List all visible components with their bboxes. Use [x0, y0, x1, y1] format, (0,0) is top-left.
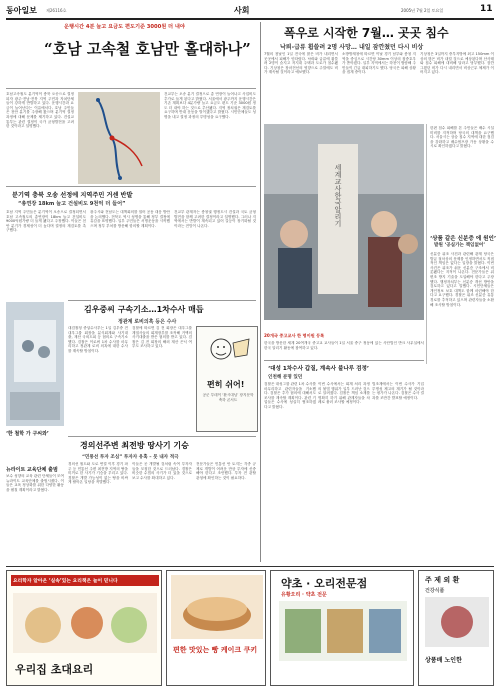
column-rule	[260, 22, 261, 562]
main-text-2: 소방방재청에 따르면 이날 경기 남부와 충청 지역을 중심으로 시간당 30mm 이상의 집중호우가 쏟아졌다. 일부 지역에서는 하천이 범람해 주민들이 긴급 대피하기도 했다. 당국은 피해 상황을 집계 중이다.	[342, 52, 416, 75]
left-story-text-4: 광주시와 전남도는 대책회의를 열어 공동 대응 방안을 논의했다. 전북도 역시 성명을 통해 정부 결정에 유감을 표명했다. 일부 주민들은 서명운동을 시작했으며 정부 부처를 방문해 항의할 계획이다.	[90, 210, 170, 228]
bottom-text-3: 법조계에서는 이번 수사가 기업 투명성 제고의 계기가 될 것이라는 평가가 나온다. 검찰은 수사 결과를 조만간 발표할 예정이다.	[372, 382, 424, 400]
divider	[6, 186, 256, 187]
ad-far-right-text: 상품배 노인한	[425, 657, 462, 664]
ad-mid-left[interactable]	[166, 570, 266, 686]
gyeong-sub: “민통선 투자 조심” 투자자 유혹 – 뭇 내자 적극	[82, 455, 179, 460]
bottom-story-sub: 인천해 분명 있던	[268, 375, 303, 380]
ad-left-banner: 요리학자 알아온 ‘실속’있는 요리책은 늘어 믿니다	[11, 575, 159, 586]
kim-text-2: 검찰에 따르면 김 전 회장은 대우그룹 계열사들의 회계장부를 조작해 거액의 사기대출을 받은 혐의를 받고 있다. 검찰은 김 전 회장의 해외 재산 은닉 여부도 조사하고 있다.	[132, 326, 192, 349]
svg-text:세계교사한국알리기: 세계교사한국알리기	[334, 164, 342, 227]
route-map	[78, 92, 160, 184]
masthead-date: 2005년 7월 2일 토요일	[401, 8, 444, 13]
cartoon-title: 편히 쉬어!	[207, 380, 245, 389]
right-story-headline: ‘상품 같은 신분증 에 원인’	[430, 236, 497, 242]
masthead-logo: 동아일보	[6, 5, 37, 15]
column-rule	[426, 124, 427, 364]
divider	[68, 436, 256, 437]
ads-rule	[6, 566, 494, 567]
divider	[6, 88, 256, 89]
ad-mid-right-title: 약초 · 오리전문점	[281, 577, 368, 590]
masthead-edition: 제26116호	[46, 8, 67, 13]
ad-mid-right[interactable]	[270, 570, 414, 686]
cartoon-box	[196, 326, 258, 432]
ad-right-sub: 건강식품	[425, 588, 445, 594]
left-photo-subcaption: 뉴라이트 교육단체 출범	[6, 467, 58, 473]
left-story-sub1: 분기역 충북 오송 선정에 지역주민 거센 반발	[12, 192, 133, 199]
gyeong-text-3: 전문가들은 민통선 안 토지는 각종 규제로 개발이 어려운 만큼 투자에 신중해야 한다고 조언했다. 투자 전 관할 관청에 확인하는 것이 필요하다.	[196, 462, 256, 480]
kim-text-1: 대검찰청 중앙수사부는 1일 김우중 전 대우그룹 회장을 분식회계와 사기대출, 재산 국외도피 등 혐의로 구속기소했다. 검찰은 이로써 1차 수사를 마무리하고 정관계 로비 의혹에 대한 수사를 계속할 방침이다.	[68, 326, 128, 353]
bottom-story-headline: ‘대성 1차수사 갑질, 계속사 불나루 검정’	[268, 366, 370, 372]
ad-right[interactable]	[418, 570, 494, 686]
main-text-1: 7월의 첫날인 1일 전국에 많은 비가 내리면서 곳곳에서 피해가 잇따랐다. 낙뢰와 급류에 휩쓸려 2명이 숨지고 저지대 주택과 도로가 침수됐다. 기상청은 장마전선의 영향으로 주말에도 비가 계속될 것이라고 예보했다.	[264, 52, 338, 75]
masthead-rule	[6, 18, 494, 20]
kim-headline: 김우중씨 구속기소…1차수사 매듭	[84, 305, 204, 314]
left-photo-caption: ‘한 철학 가 구씨와’	[6, 431, 49, 437]
left-story-text-3: 호남 지역 주민들은 분기역이 오송으로 결정되면서 호남 고속철도의 총연장이 18km 늘고 건설비도 9000억원가량 더 들게 됐다고 주장했다. 이들은 천안 분기가 경제성이 더 높다며 결정의 재검토를 촉구했다.	[6, 210, 86, 233]
main-sub: 낙뢰-급류 휩쓸려 2명 사망… 내일 잠깐쳤던 다시 비상	[280, 44, 424, 51]
left-story-text-5: 건교부 관계자는 충청권 행정도시 건설과 국토 균형발전을 함께 고려한 결정이라고 설명했다. 그러나 지역에서는 반발이 계속되고 있어 갈등이 장기화될 것이라는 전망이 나온다.	[174, 210, 256, 228]
divider	[68, 300, 256, 301]
kim-sub: 정관계 로비의혹 등은 수사	[118, 319, 177, 325]
ad-mid-right-sub: 유황오리 · 약초 전문	[281, 592, 327, 598]
divider	[264, 360, 424, 361]
right-col-text-1: 한편 침수 피해를 본 주민들은 배수 시설 미비를 지적하며 당국의 대책을 요구했다. 서울시는 상습 침수 지역에 대한 점검을 강화하고 배수펌프장 가동 상황을 수시로 확인하겠다고 밝혔다.	[430, 126, 494, 149]
left-photo-text: 보수 성향의 교육 관련 단체들이 모여 뉴라이트 교육단체를 출범시켰다. 이들은 교육 정상화를 위한 다양한 활동을 펼칠 계획이라고 밝혔다.	[6, 474, 64, 492]
right-story-sub: 발원 ‘공실가는 책임없어’	[434, 243, 486, 248]
left-story-kicker: 운행시간 4분 늘고 요금도 편도기준 3000원 더 내야	[64, 24, 185, 30]
main-photo	[264, 124, 424, 320]
main-photo-caption	[264, 322, 424, 352]
gyeong-text-2: 이들은 곧 개발될 것처럼 속여 투자자들을 모집한 것으로 드러났다. 경찰은 비슷한 수법의 사기가 더 있을 것으로 보고 수사를 확대하고 있다.	[132, 462, 192, 480]
main-photo-caption-text: 한국을 방문한 세계 20여개국 중고교 교사들이 1일 서울 중구 정동에 있는 사단법인 반크 사무실에서 한국 알리기 활동에 참여하고 있다.	[264, 341, 424, 350]
left-story-headline: “호남 고속철 호남만 홀대하나”	[44, 40, 251, 58]
masthead	[6, 4, 494, 18]
left-story-sub1-note: “총연장 18km 늘고 건설비도 9천억 더 들어”	[18, 201, 126, 207]
gyeong-text-1: 경의선 철도와 도로 연결 이후 경기 파주 등 민통선 주변 최전방 지역의 땅을 미끼로 한 사기가 기승을 부리고 있다. 경찰은 개발 가능성이 없는 땅을 비싸게 팔아온 일당을 적발했다.	[68, 462, 128, 485]
ad-mid-left-text: 편한 맛있는 빵 케이크 쿠키	[173, 646, 258, 654]
cartoon-caption: 공군 투데이 ‘환시대님’ 장지문학 축하 콘서트	[202, 393, 254, 402]
left-photo	[6, 302, 64, 426]
main-text-3: 기상청은 3일까지 중부지방에 최고 150mm 이상의 많은 비가 내릴 것으로 예상된다며 산사태와 침수 피해에 대비해 달라고 당부했다. 잠깐 그쳤던 비가 다시 내리면서 비상근무 체제가 이어지고 있다.	[420, 52, 494, 75]
page-number: 11	[480, 4, 493, 14]
gyeong-headline: 경의선주변 최전방 땅사기 기승	[80, 441, 189, 450]
bottom-text-1: 검찰은 대성그룹 관련 1차 수사를 마무리하고 관련자들을 기소했다. 검찰은 추가 혐의에 대해서도 조사를 계속할 계획이다. 관련 기업들은 수사에 성실히 협조하겠다고 밝혔다.	[264, 382, 316, 409]
right-col-text-2: 신분증 위조 사건과 관련해 관계 당국은 발급 절차상의 문제를 인정하면서도 직접적인 책임은 없다는 입장을 밝혔다. 이번 사건은 위조가 쉬운 신분증 구조에서 비롯됐다는 지적이 나온다. 전문가들은 위변조 방지 기술을 도입해야 한다고 주장했다. 행정자치부는 신분증 개선 방안을 검토하고 있다고 말했다. 시민단체들은 개인정보 보호 대책도 함께 마련해야 한다고 요구했다. 경찰은 위조 신분증 유통 경로를 추적하고 있으며 관련자들을 소환해 조사할 방침이다.	[430, 252, 494, 307]
bottom-text-2: 이번 수사에서는 회계 처리 과정의 불법 행위가 일부 드러난 것으로 알려졌다. 검찰은 책임 소재를 명확히 하기 위해 관계자들을 차례로 불러 조사할 예정이다.	[318, 382, 370, 405]
ad-left-brand: 우리집 초대요리	[15, 663, 94, 676]
left-story-text-1: 호남고속철도 분기역이 충북 오송으로 결정되자 광주·전남·전북 지역 주민과 자치단체들이 강하게 반발하고 있다. 운행시간과 요금이 늘어난다는 이유에서다. 호남 주민들은 천안 분기를 주장해 왔으며 분기역 결정 과정에 대해 문제를 제기하고 있다. 건설교통부는 관련 결정이 국가 균형발전을 고려한 것이라고 설명했다.	[6, 92, 74, 129]
section-title: 사회	[234, 6, 250, 15]
ad-left[interactable]	[6, 570, 162, 686]
left-story-text-2: 건교부는 오송 분기 결정으로 총 연장이 늘어나고 사업비도 추가로 들게 된다고 밝혔다. 서울에서 광주까지 운행시간은 기존 계획보다 4분가량 늘고 요금도 편도 기준 3000원 정도 더 내야 하는 것으로 추산됐다. 지역 정치권은 재검토를 요구하며 반대 운동을 벌이겠다고 밝혔다. 시민단체들도 성명을 내고 결정 과정의 투명성을 요구했다.	[164, 92, 256, 119]
main-headline: 폭우로 시작한 7월… 곳곳 침수	[284, 26, 449, 40]
ad-right-title: 주 제 외 환	[425, 576, 460, 584]
main-photo-caption-label: 20개국 중고교사 한 명이원 등록	[264, 333, 325, 338]
left-story	[6, 22, 256, 92]
